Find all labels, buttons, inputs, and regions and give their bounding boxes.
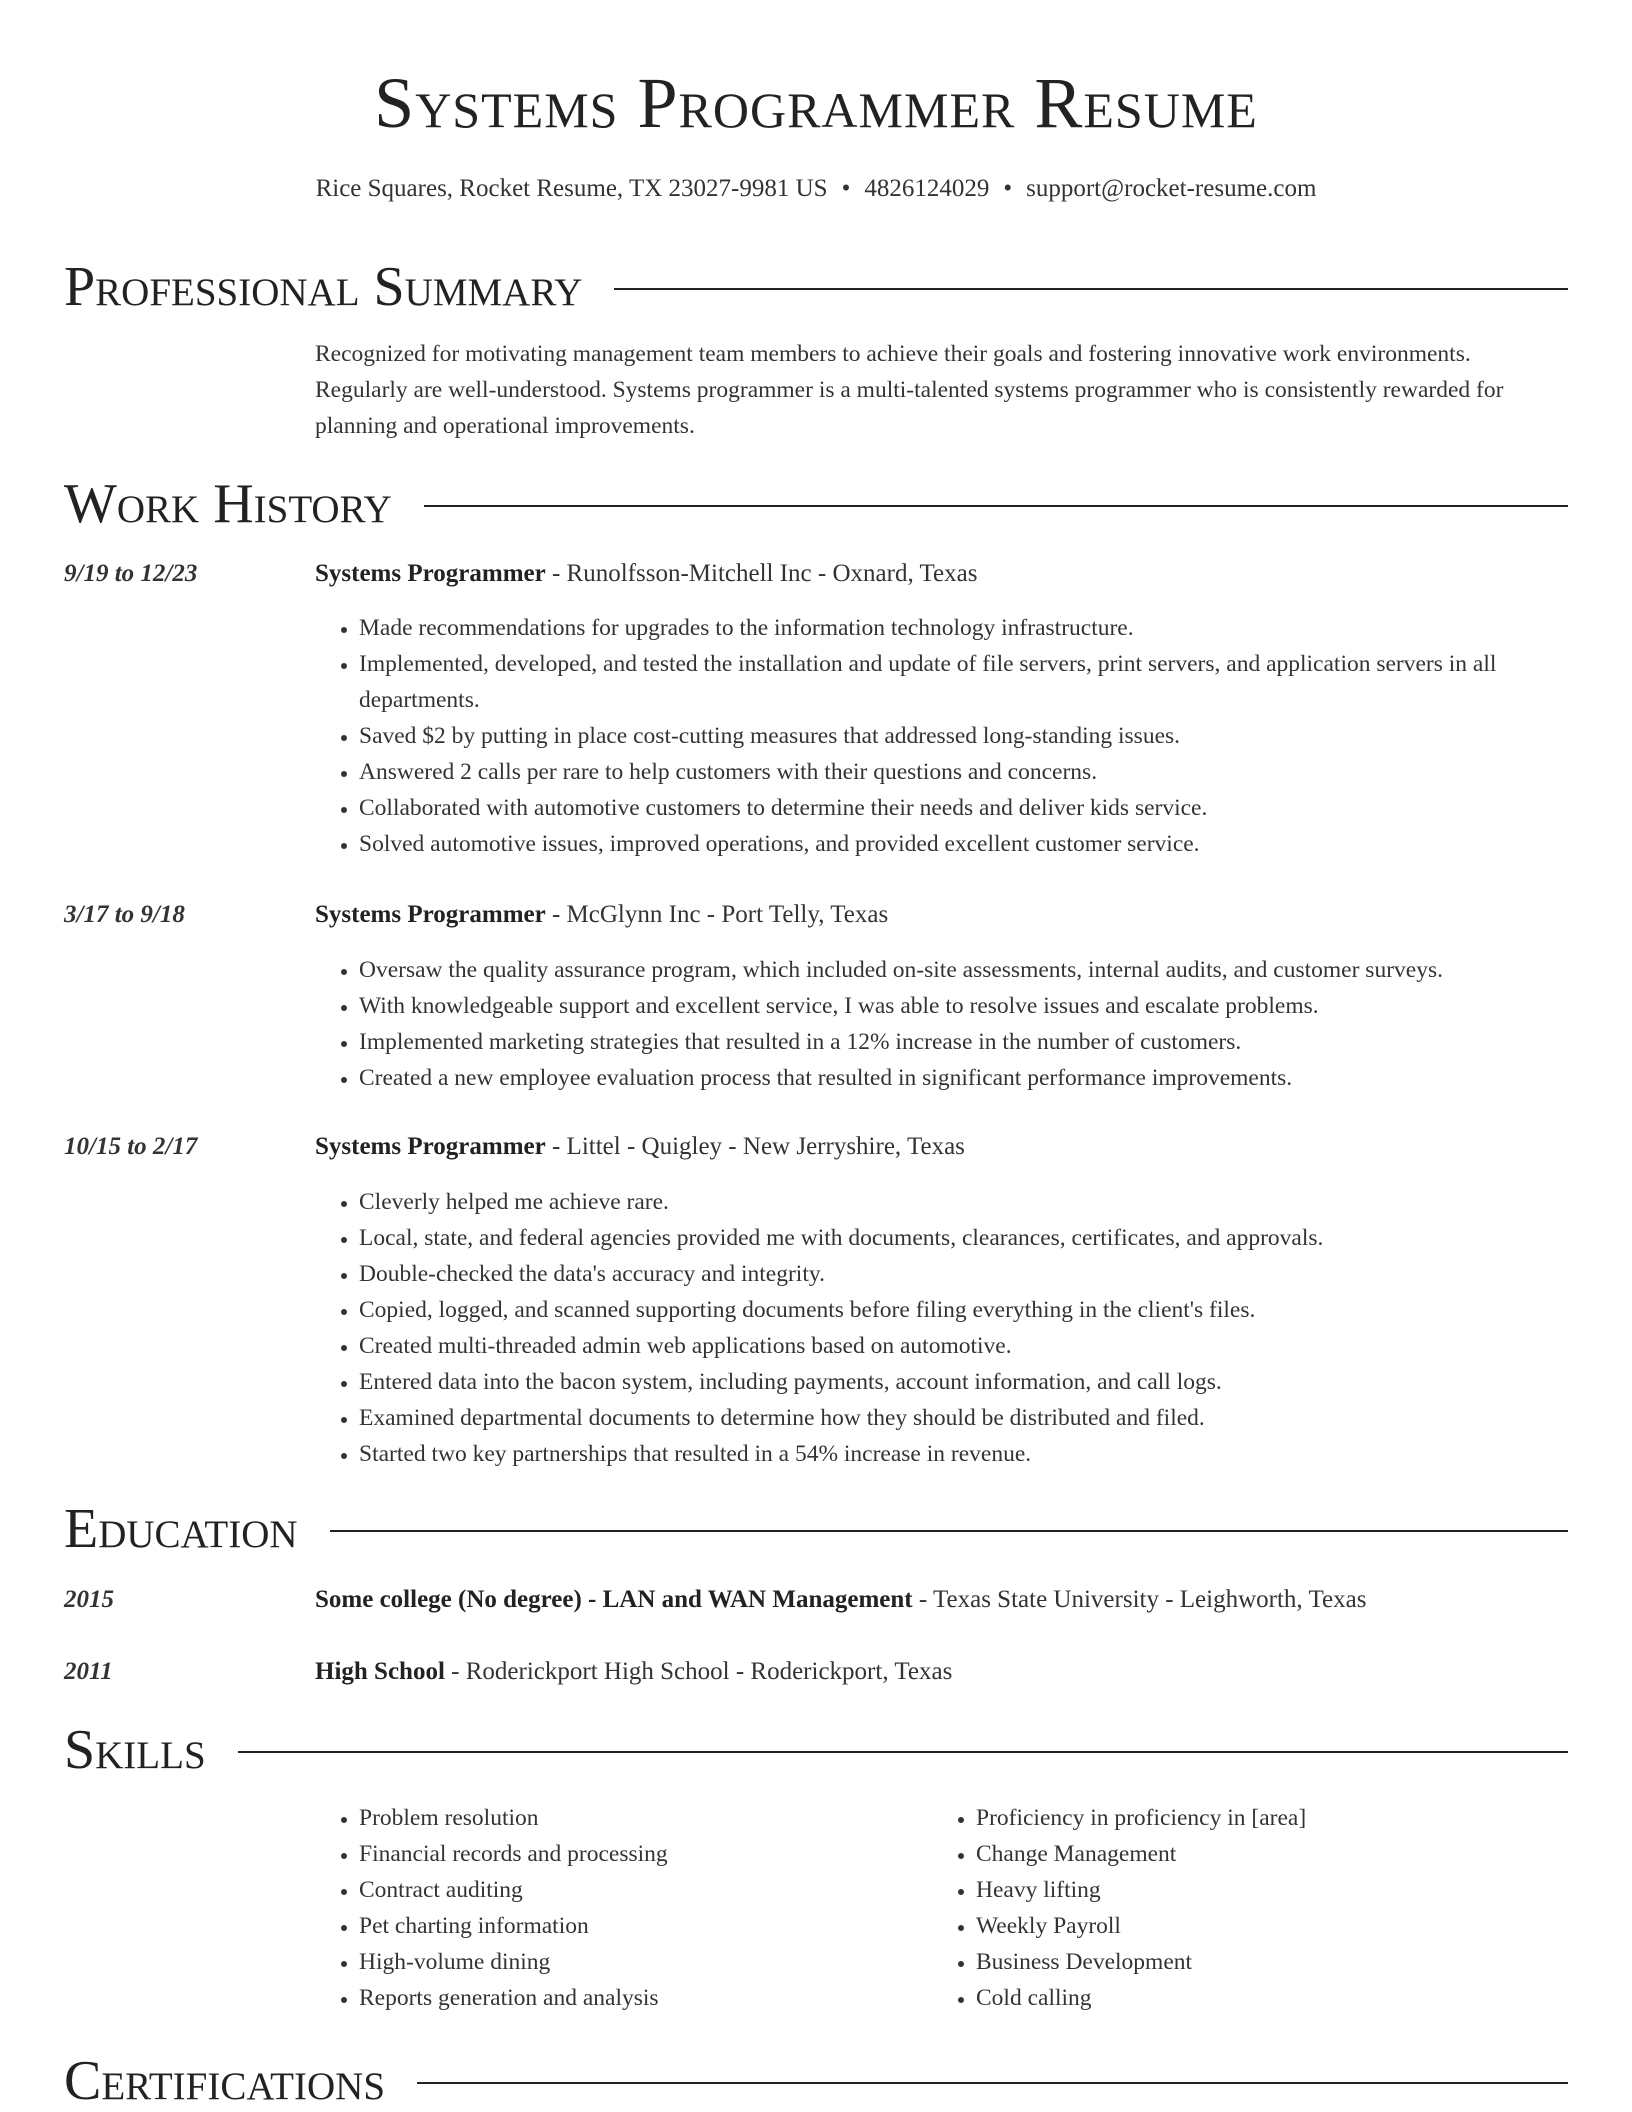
certifications-section-header [64, 2050, 1568, 2112]
list-item: • Saved $2 by putting in place cost-cutting measures that addressed long-standing issues. [359, 718, 1568, 754]
skill-item: • Financial records and processing [359, 1836, 935, 1872]
education-entry [315, 1655, 1568, 1689]
list-item: • Created a new employee evaluation process that resulted in significant performance improvements. [359, 1060, 1568, 1096]
certifications-heading: Certifications [64, 2050, 386, 2112]
skill-item: • Contract auditing [359, 1872, 935, 1908]
job-header [315, 898, 1568, 932]
education-year: 2011 [64, 1658, 113, 1685]
summary-text: Recognized for motivating management team members to achieve their goals and fostering innovative work environments. Regularly are well-understood. Systems programmer is a multi-talented systems programmer who is consistently rewarded for planning and operational improvements. [315, 341, 1504, 439]
list-item: • Collaborated with automotive customers to determine their needs and deliver kids service. [359, 790, 1568, 826]
job-details: - Runolfsson-Mitchell Inc - Oxnard, Texas [545, 560, 978, 587]
skill-item: • Pet charting information [359, 1908, 935, 1944]
job-title: Systems Programmer [315, 1133, 546, 1160]
list-item: • Answered 2 calls per rare to help customers with their questions and concerns. [359, 754, 1568, 790]
skill-item: • Heavy lifting [976, 1872, 1568, 1908]
skills-heading: Skills [64, 1719, 206, 1781]
contact-separator: • [1003, 175, 1013, 202]
education-details: - Texas State University - Leighworth, Texas [912, 1586, 1367, 1613]
education-degree: High School [315, 1658, 445, 1685]
list-item: • Examined departmental documents to determine how they should be distributed and filed. [359, 1400, 1568, 1436]
skills-section-header [64, 1719, 1568, 1781]
section-divider [417, 2082, 1568, 2084]
work-section-header [64, 473, 1568, 535]
work-heading: Work History [64, 473, 392, 535]
job-header [315, 1130, 1568, 1164]
skill-item: • Change Management [976, 1836, 1568, 1872]
skill-item: • Proficiency in proficiency in [area] [976, 1800, 1568, 1836]
job-bullets [315, 610, 1568, 862]
job-dates: 3/17 to 9/18 [64, 901, 185, 928]
education-details: - Roderickport High School - Roderickport, Texas [444, 1658, 953, 1685]
section-divider [330, 1530, 1568, 1532]
resume-title: Systems Programmer Resume [374, 63, 1258, 143]
job-title: Systems Programmer [315, 560, 546, 587]
skill-item: • High-volume dining [359, 1944, 935, 1980]
summary-section-header [64, 256, 1568, 318]
contact-line [64, 172, 1568, 206]
job-dates: 9/19 to 12/23 [64, 560, 198, 587]
education-heading: Education [64, 1498, 298, 1560]
list-item: • Double-checked the data's accuracy and integrity. [359, 1256, 1568, 1292]
job-details: - McGlynn Inc - Port Telly, Texas [545, 901, 889, 928]
list-item: • Started two key partnerships that resulted in a 54% increase in revenue. [359, 1436, 1568, 1472]
list-item: • Created multi-threaded admin web applications based on automotive. [359, 1328, 1568, 1364]
list-item: • With knowledgeable support and excellent service, I was able to resolve issues and escalate problems. [359, 988, 1568, 1024]
job-title: Systems Programmer [315, 901, 546, 928]
job-bullets [315, 1184, 1568, 1472]
job-details: - Littel - Quigley - New Jerryshire, Texas [545, 1133, 965, 1160]
skill-item: • Weekly Payroll [976, 1908, 1568, 1944]
list-item: • Cleverly helped me achieve rare. [359, 1184, 1568, 1220]
contact-address: Rice Squares, Rocket Resume, TX 23027-9981 US [315, 175, 828, 202]
education-entry [315, 1583, 1568, 1617]
skill-item: • Cold calling [976, 1980, 1568, 2016]
list-item: • Entered data into the bacon system, including payments, account information, and call logs. [359, 1364, 1568, 1400]
education-degree: Some college (No degree) - LAN and WAN Management [315, 1586, 913, 1613]
skills-list-right [932, 1800, 1568, 2016]
job-bullets [315, 952, 1568, 1096]
contact-separator: • [841, 175, 851, 202]
skills-list-left [315, 1800, 935, 2016]
summary-heading: Professional Summary [64, 256, 583, 318]
section-divider [614, 288, 1568, 290]
skill-item: • Reports generation and analysis [359, 1980, 935, 2016]
list-item: • Implemented, developed, and tested the installation and update of file servers, print servers, and application servers in all departments. [359, 646, 1568, 718]
list-item: • Solved automotive issues, improved operations, and provided excellent customer service. [359, 826, 1568, 862]
list-item: • Implemented marketing strategies that resulted in a 12% increase in the number of customers. [359, 1024, 1568, 1060]
education-section-header [64, 1498, 1568, 1560]
section-divider [238, 1751, 1568, 1753]
section-divider [424, 505, 1568, 507]
list-item: • Local, state, and federal agencies provided me with documents, clearances, certificates, and approvals. [359, 1220, 1568, 1256]
skill-item: • Problem resolution [359, 1800, 935, 1836]
contact-email: support@rocket-resume.com [1026, 175, 1317, 202]
list-item: • Copied, logged, and scanned supporting documents before filing everything in the client's files. [359, 1292, 1568, 1328]
job-header [315, 557, 1568, 591]
education-year: 2015 [64, 1586, 114, 1613]
contact-phone: 4826124029 [864, 175, 990, 202]
job-dates: 10/15 to 2/17 [64, 1133, 198, 1160]
list-item: • Oversaw the quality assurance program, which included on-site assessments, internal audits, and customer surveys. [359, 952, 1568, 988]
skill-item: • Business Development [976, 1944, 1568, 1980]
list-item: • Made recommendations for upgrades to the information technology infrastructure. [359, 610, 1568, 646]
